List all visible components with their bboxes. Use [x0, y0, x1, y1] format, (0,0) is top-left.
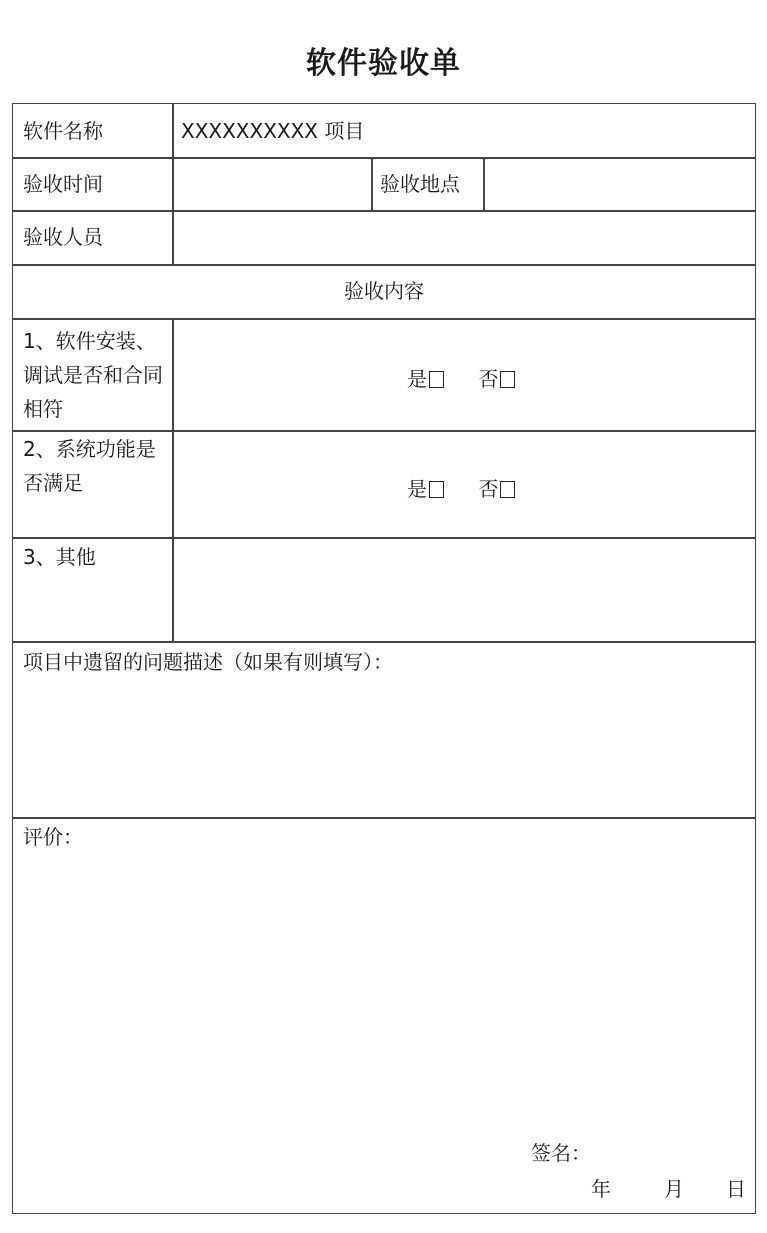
date-year: 年 — [591, 1177, 611, 1201]
item-2-yes-option[interactable] — [407, 472, 444, 506]
document-title: 软件验收单 — [306, 46, 461, 81]
row-divider — [13, 264, 755, 266]
item-3-value[interactable] — [181, 544, 741, 624]
item-2-no-label: 否 — [478, 477, 499, 501]
acceptance-staff-label: 验收人员 — [23, 225, 103, 249]
date-month: 月 — [664, 1177, 684, 1201]
item-1-label: 1、软件安装、调试是否和合同相符 — [23, 329, 163, 421]
evaluation-value[interactable] — [23, 859, 743, 1119]
acceptance-place-value[interactable] — [493, 167, 743, 201]
evaluation-label: 评价： — [23, 825, 83, 849]
acceptance-time-label: 验收时间 — [23, 172, 103, 196]
item-1-yes-option[interactable] — [407, 362, 444, 396]
item-2-options — [407, 472, 515, 506]
checkbox-icon[interactable] — [500, 371, 515, 388]
item-2-label: 2、系统功能是否满足 — [23, 437, 156, 495]
date-day: 日 — [726, 1177, 746, 1201]
software-name-label: 软件名称 — [23, 119, 103, 143]
content-header: 验收内容 — [344, 279, 424, 303]
row-divider — [13, 641, 755, 643]
item-2-no-option[interactable] — [478, 472, 515, 506]
issues-label: 项目中遗留的问题描述（如果有则填写）： — [23, 650, 393, 674]
checkbox-icon[interactable] — [429, 371, 444, 388]
row-divider — [13, 210, 755, 212]
checkbox-icon[interactable] — [500, 481, 515, 498]
row-divider — [13, 318, 755, 320]
acceptance-staff-value[interactable] — [181, 220, 741, 254]
item-2-yes-label: 是 — [407, 477, 427, 501]
acceptance-time-value[interactable] — [181, 167, 361, 201]
column-divider — [371, 157, 373, 210]
acceptance-form-table — [12, 103, 756, 1214]
item-1-no-label: 否 — [478, 367, 499, 391]
item-1-options — [407, 362, 515, 396]
issues-value[interactable] — [23, 684, 743, 804]
row-divider — [13, 537, 755, 539]
software-name-value[interactable]: XXXXXXXXXX 项目 — [181, 119, 365, 143]
row-divider — [13, 817, 755, 819]
row-divider — [13, 157, 755, 159]
column-divider — [172, 318, 174, 641]
column-divider — [172, 104, 174, 264]
item-3-label: 3、其他 — [23, 545, 96, 569]
column-divider — [483, 157, 485, 210]
acceptance-place-label: 验收地点 — [380, 172, 460, 196]
checkbox-icon[interactable] — [429, 481, 444, 498]
item-1-no-option[interactable] — [478, 362, 515, 396]
signature-label: 签名： — [531, 1141, 591, 1165]
item-1-yes-label: 是 — [407, 367, 427, 391]
